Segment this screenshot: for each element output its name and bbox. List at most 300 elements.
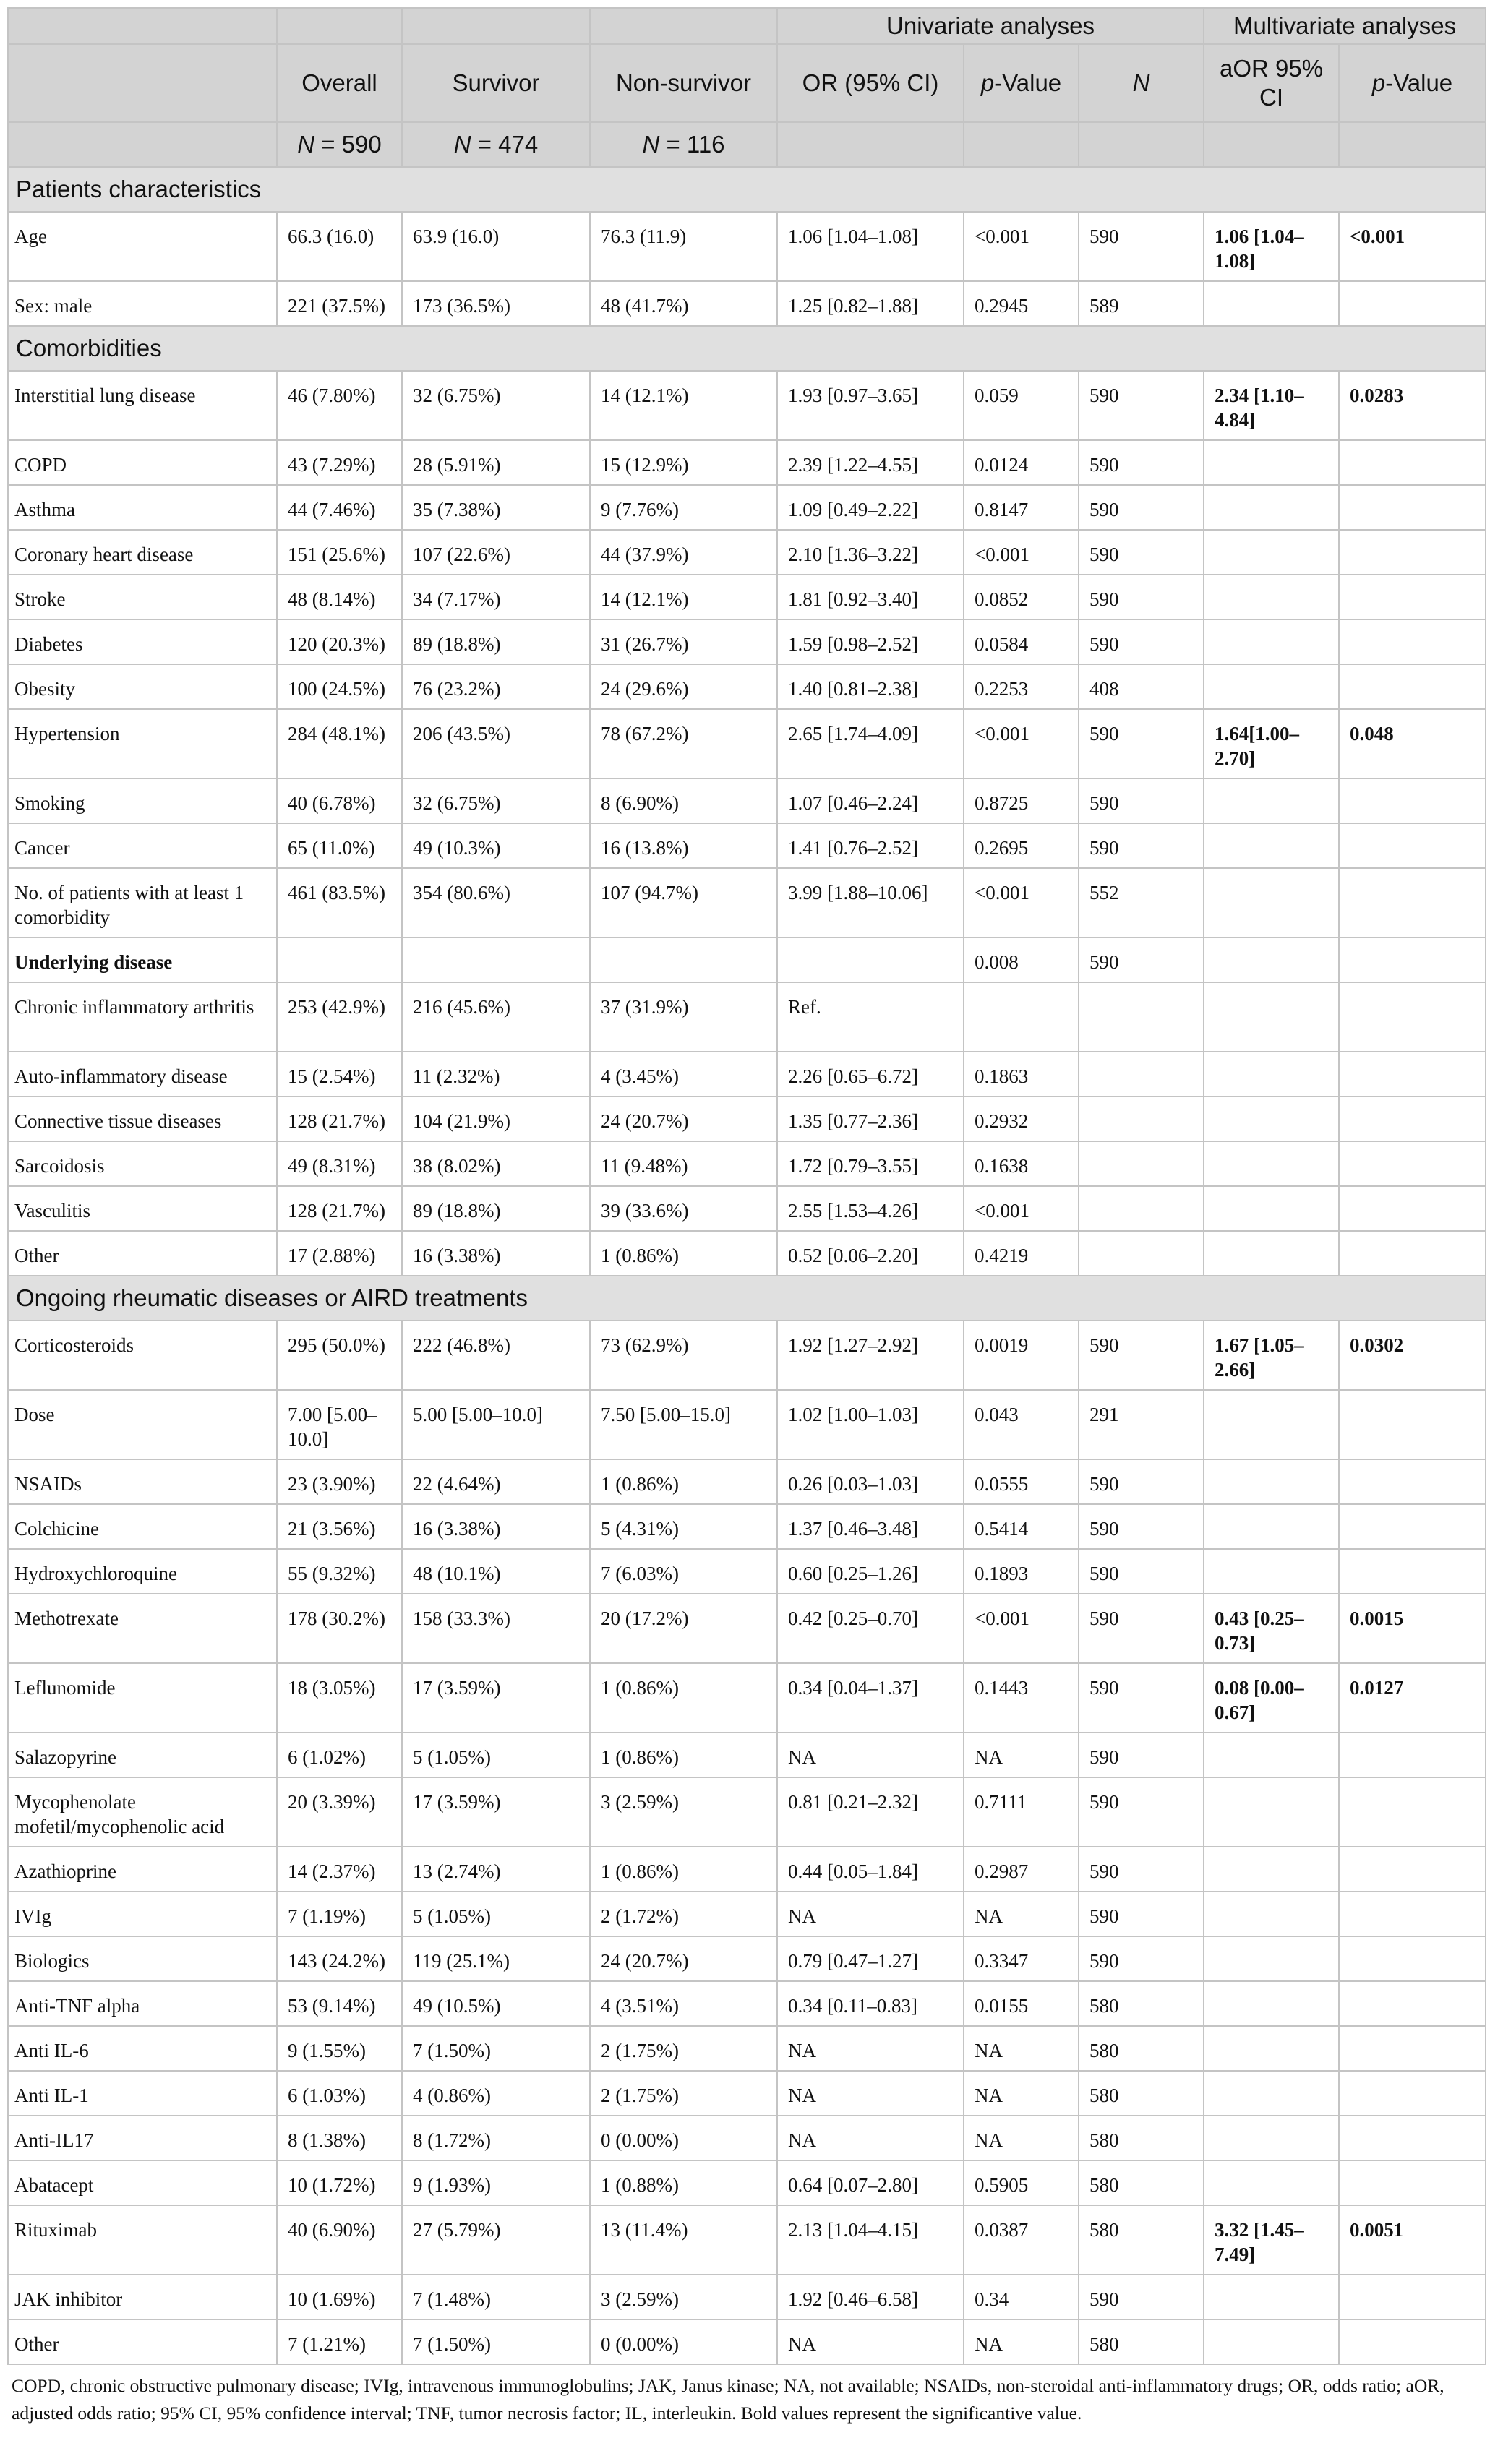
cell-or: 0.60 [0.25–1.26] [777,1549,964,1594]
cell-nonsurvivor: 1 (0.86%) [590,1847,777,1892]
cell-p: 0.5905 [964,2160,1079,2205]
cell-label: Sex: male [8,281,277,326]
cell-or: 2.26 [0.65–6.72] [777,1052,964,1096]
cell-p: 0.1638 [964,1141,1079,1186]
header-empty [277,8,402,44]
cell-n: 590 [1079,1321,1204,1390]
cell-nonsurvivor: 14 (12.1%) [590,371,777,440]
cell-nonsurvivor: 37 (31.9%) [590,982,777,1052]
cell-survivor: 17 (3.59%) [402,1777,590,1847]
cell-nonsurvivor: 1 (0.86%) [590,1231,777,1276]
cell-p: NA [964,2071,1079,2116]
cell-aor [1204,1892,1339,1936]
cell-survivor: 13 (2.74%) [402,1847,590,1892]
table-row [8,2026,1486,2071]
header-or: OR (95% CI) [777,44,964,122]
cell-or: NA [777,2319,964,2364]
cell-n: 590 [1079,485,1204,530]
cell-ap: <0.001 [1339,212,1486,281]
cell-survivor: 222 (46.8%) [402,1321,590,1390]
cell-nonsurvivor: 7 (6.03%) [590,1549,777,1594]
cell-ap [1339,982,1486,1052]
cell-n: 590 [1079,575,1204,619]
table-row [8,1141,1486,1186]
cell-survivor: 5 (1.05%) [402,1733,590,1777]
cell-label: Coronary heart disease [8,530,277,575]
cell-label: Sarcoidosis [8,1141,277,1186]
cell-ap [1339,1549,1486,1594]
cell-or: NA [777,2116,964,2160]
cell-n: 590 [1079,1549,1204,1594]
cell-n: 590 [1079,778,1204,823]
cell-ap [1339,530,1486,575]
header-empty [402,8,590,44]
cell-ap [1339,281,1486,326]
header-empty [8,44,277,122]
header-empty [777,122,964,167]
cell-n: 590 [1079,1936,1204,1981]
cell-p: 0.2253 [964,664,1079,709]
cell-survivor: 89 (18.8%) [402,1186,590,1231]
table-row [8,1231,1486,1276]
header-n-italic: N [1132,69,1150,96]
cell-overall: 55 (9.32%) [277,1549,402,1594]
cell-nonsurvivor: 73 (62.9%) [590,1321,777,1390]
table-row [8,371,1486,440]
cell-aor [1204,530,1339,575]
cell-overall: 151 (25.6%) [277,530,402,575]
cell-survivor: 32 (6.75%) [402,778,590,823]
cell-p: <0.001 [964,530,1079,575]
cell-overall: 128 (21.7%) [277,1096,402,1141]
table-row [8,485,1486,530]
cell-or: 1.02 [1.00–1.03] [777,1390,964,1459]
cell-nonsurvivor: 1 (0.88%) [590,2160,777,2205]
cell-nonsurvivor: 4 (3.45%) [590,1052,777,1096]
cell-overall: 295 (50.0%) [277,1321,402,1390]
cell-nonsurvivor: 2 (1.72%) [590,1892,777,1936]
cell-overall: 10 (1.69%) [277,2275,402,2319]
cell-p: <0.001 [964,1186,1079,1231]
cell-survivor: 34 (7.17%) [402,575,590,619]
cell-label: Dose [8,1390,277,1459]
table-row [8,281,1486,326]
cell-ap [1339,2026,1486,2071]
cell-or: 0.64 [0.07–2.80] [777,2160,964,2205]
cell-aor [1204,2160,1339,2205]
cell-label: Hypertension [8,709,277,778]
table-row [8,982,1486,1052]
table-footnote: COPD, chronic obstructive pulmonary disease; IVIg, intravenous immunoglobulins; JAK, Janus kinase; NA, not available; NSAIDs, non-steroidal anti-inflammatory drugs; OR, odds ratio; aOR, adjusted odds ratio; 95% CI, 95% confidence interval; TNF, tumor necrosis factor; IL, interleukin. Bold values represent the significantive value. [12,2375,1444,2424]
header-pvalue [964,44,1079,122]
cell-survivor: 48 (10.1%) [402,1549,590,1594]
cell-overall: 10 (1.72%) [277,2160,402,2205]
header-n-survivor-letter: N [453,131,471,158]
header-empty [1204,122,1339,167]
cell-overall: 40 (6.78%) [277,778,402,823]
cell-ap [1339,664,1486,709]
cell-nonsurvivor: 20 (17.2%) [590,1594,777,1663]
cell-survivor: 28 (5.91%) [402,440,590,485]
cell-overall: 17 (2.88%) [277,1231,402,1276]
cell-label: IVIg [8,1892,277,1936]
header-n-overall-value: = 590 [314,131,382,158]
cell-p: 0.2987 [964,1847,1079,1892]
cell-n: 590 [1079,530,1204,575]
cell-n [1079,1096,1204,1141]
cell-survivor: 206 (43.5%) [402,709,590,778]
cell-p: 0.1863 [964,1052,1079,1096]
header-overall: Overall [277,44,402,122]
cell-aor [1204,1231,1339,1276]
cell-n [1079,1141,1204,1186]
cell-survivor: 89 (18.8%) [402,619,590,664]
cell-n: 590 [1079,1892,1204,1936]
cell-p: 0.1893 [964,1549,1079,1594]
cell-ap [1339,1936,1486,1981]
cell-overall: 40 (6.90%) [277,2205,402,2275]
section-row [8,326,1486,371]
cell-label: Other [8,2319,277,2364]
cell-n: 590 [1079,1777,1204,1847]
cell-nonsurvivor: 1 (0.86%) [590,1663,777,1733]
cell-or: 0.81 [0.21–2.32] [777,1777,964,1847]
cell-survivor: 104 (21.9%) [402,1096,590,1141]
cell-aor: 1.06 [1.04–1.08] [1204,212,1339,281]
cell-or: 1.81 [0.92–3.40] [777,575,964,619]
cell-survivor: 158 (33.3%) [402,1594,590,1663]
cell-nonsurvivor: 2 (1.75%) [590,2071,777,2116]
cell-overall [277,937,402,982]
cell-aor: 1.64[1.00–2.70] [1204,709,1339,778]
cell-ap [1339,778,1486,823]
cell-aor [1204,1096,1339,1141]
cell-nonsurvivor: 16 (13.8%) [590,823,777,868]
cell-aor [1204,2116,1339,2160]
cell-p [964,982,1079,1052]
cell-nonsurvivor [590,937,777,982]
cell-ap [1339,2275,1486,2319]
cell-overall: 6 (1.03%) [277,2071,402,2116]
cell-aor [1204,2275,1339,2319]
cell-nonsurvivor: 5 (4.31%) [590,1504,777,1549]
cell-or: 1.41 [0.76–2.52] [777,823,964,868]
cell-n: 589 [1079,281,1204,326]
cell-or: 1.72 [0.79–3.55] [777,1141,964,1186]
header-n-overall-letter: N [297,131,315,158]
cell-ap [1339,2071,1486,2116]
cell-n: 580 [1079,2071,1204,2116]
cell-aor [1204,1936,1339,1981]
table-row [8,440,1486,485]
cell-aor [1204,868,1339,937]
cell-label: Cancer [8,823,277,868]
header-adjusted-pvalue-rest: -Value [1385,69,1453,96]
cell-survivor: 11 (2.32%) [402,1052,590,1096]
cell-label: Colchicine [8,1504,277,1549]
cell-n: 590 [1079,619,1204,664]
table-row [8,1052,1486,1096]
cell-overall: 120 (20.3%) [277,619,402,664]
cell-n [1079,1052,1204,1096]
cell-overall: 15 (2.54%) [277,1052,402,1096]
table-row [8,575,1486,619]
cell-label: Methotrexate [8,1594,277,1663]
cell-ap [1339,1733,1486,1777]
cell-ap [1339,2160,1486,2205]
cell-or: NA [777,2026,964,2071]
header-empty [1339,122,1486,167]
cell-overall: 53 (9.14%) [277,1981,402,2026]
cell-nonsurvivor: 15 (12.9%) [590,440,777,485]
cell-label: Diabetes [8,619,277,664]
cell-overall: 128 (21.7%) [277,1186,402,1231]
section-title: Patients characteristics [8,167,1486,212]
cell-overall: 44 (7.46%) [277,485,402,530]
cell-p: 0.2695 [964,823,1079,868]
table-row [8,1777,1486,1847]
cell-overall: 7.00 [5.00–10.0] [277,1390,402,1459]
cell-overall: 43 (7.29%) [277,440,402,485]
cell-ap [1339,1892,1486,1936]
cell-n: 590 [1079,440,1204,485]
header-empty [590,8,777,44]
cell-label: Age [8,212,277,281]
cell-p: 0.0155 [964,1981,1079,2026]
cell-label: Azathioprine [8,1847,277,1892]
cell-ap [1339,1186,1486,1231]
cell-survivor: 35 (7.38%) [402,485,590,530]
cell-label: Anti IL-1 [8,2071,277,2116]
table-row [8,1321,1486,1390]
cell-aor [1204,1141,1339,1186]
header-n-overall [277,122,402,167]
cell-survivor: 5 (1.05%) [402,1892,590,1936]
cell-overall: 6 (1.02%) [277,1733,402,1777]
table-row [8,1390,1486,1459]
cell-nonsurvivor: 24 (29.6%) [590,664,777,709]
cell-p: 0.5414 [964,1504,1079,1549]
cell-aor: 1.67 [1.05–2.66] [1204,1321,1339,1390]
cell-nonsurvivor: 1 (0.86%) [590,1733,777,1777]
cell-ap [1339,440,1486,485]
cell-label: Other [8,1231,277,1276]
cell-survivor: 32 (6.75%) [402,371,590,440]
cell-aor: 0.08 [0.00–0.67] [1204,1663,1339,1733]
header-empty [8,122,277,167]
section-title: Ongoing rheumatic diseases or AIRD treatments [8,1276,1486,1321]
cell-survivor: 22 (4.64%) [402,1459,590,1504]
cell-p: 0.008 [964,937,1079,982]
cell-p: 0.8147 [964,485,1079,530]
cell-n: 580 [1079,2116,1204,2160]
cell-or: 0.26 [0.03–1.03] [777,1459,964,1504]
table-row [8,1549,1486,1594]
cell-aor [1204,619,1339,664]
cell-p: 0.7111 [964,1777,1079,1847]
cell-nonsurvivor: 1 (0.86%) [590,1459,777,1504]
cell-aor [1204,2071,1339,2116]
cell-p: NA [964,2026,1079,2071]
header-empty [964,122,1079,167]
section-title: Comorbidities [8,326,1486,371]
cell-p: NA [964,1733,1079,1777]
cell-overall: 14 (2.37%) [277,1847,402,1892]
cell-label: Mycophenolate mofetil/mycophenolic acid [8,1777,277,1847]
cell-ap: 0.0015 [1339,1594,1486,1663]
cell-nonsurvivor: 44 (37.9%) [590,530,777,575]
cell-nonsurvivor: 76.3 (11.9) [590,212,777,281]
cell-p: 0.3347 [964,1936,1079,1981]
cell-aor [1204,281,1339,326]
table-row [8,1459,1486,1504]
cell-nonsurvivor: 11 (9.48%) [590,1141,777,1186]
cell-or: 1.92 [1.27–2.92] [777,1321,964,1390]
cell-or: 1.59 [0.98–2.52] [777,619,964,664]
cell-label: Anti-TNF alpha [8,1981,277,2026]
cell-p: 0.4219 [964,1231,1079,1276]
cell-ap: 0.0302 [1339,1321,1486,1390]
cell-aor [1204,1504,1339,1549]
cell-label: Salazopyrine [8,1733,277,1777]
cell-survivor: 7 (1.50%) [402,2319,590,2364]
cell-n: 590 [1079,2275,1204,2319]
header-n-nonsurvivor-value: = 116 [659,131,725,158]
cell-ap: 0.048 [1339,709,1486,778]
table-row [8,2116,1486,2160]
cell-nonsurvivor: 3 (2.59%) [590,1777,777,1847]
cell-label: Asthma [8,485,277,530]
cell-p: <0.001 [964,868,1079,937]
table-row [8,1892,1486,1936]
cell-n: 580 [1079,2205,1204,2275]
cell-n: 590 [1079,709,1204,778]
cell-n: 590 [1079,823,1204,868]
cell-overall: 178 (30.2%) [277,1594,402,1663]
cell-n: 590 [1079,1663,1204,1733]
cell-n: 590 [1079,937,1204,982]
cell-label: Hydroxychloroquine [8,1549,277,1594]
table-row [8,1847,1486,1892]
cell-survivor: 17 (3.59%) [402,1663,590,1733]
table-row [8,2319,1486,2364]
cell-aor [1204,778,1339,823]
cell-overall: 66.3 (16.0) [277,212,402,281]
cell-overall: 18 (3.05%) [277,1663,402,1733]
cell-or: 2.39 [1.22–4.55] [777,440,964,485]
cell-survivor: 76 (23.2%) [402,664,590,709]
header-n-survivor [402,122,590,167]
header-univariate: Univariate analyses [777,8,1204,44]
cell-overall: 20 (3.39%) [277,1777,402,1847]
cell-aor [1204,982,1339,1052]
cell-survivor: 7 (1.50%) [402,2026,590,2071]
cell-p: 0.0584 [964,619,1079,664]
header-empty [8,8,277,44]
cell-aor: 2.34 [1.10–4.84] [1204,371,1339,440]
table-page [7,7,1485,2427]
cell-nonsurvivor: 78 (67.2%) [590,709,777,778]
table-row [8,2275,1486,2319]
table-row [8,2160,1486,2205]
cell-label: Corticosteroids [8,1321,277,1390]
table-row [8,1594,1486,1663]
cell-p: 0.0124 [964,440,1079,485]
table-row [8,664,1486,709]
cell-label: Smoking [8,778,277,823]
cell-survivor: 49 (10.3%) [402,823,590,868]
table-row [8,778,1486,823]
table-row [8,1186,1486,1231]
cell-overall: 23 (3.90%) [277,1459,402,1504]
cell-label: Obesity [8,664,277,709]
cell-ap: 0.0283 [1339,371,1486,440]
cell-label: Biologics [8,1936,277,1981]
cell-aor [1204,1390,1339,1459]
cell-n: 580 [1079,1981,1204,2026]
table-row [8,709,1486,778]
cell-overall: 143 (24.2%) [277,1936,402,1981]
cell-label: Connective tissue diseases [8,1096,277,1141]
cell-or: 1.25 [0.82–1.88] [777,281,964,326]
cell-or [777,937,964,982]
cell-p: 0.0019 [964,1321,1079,1390]
cell-or: 1.09 [0.49–2.22] [777,485,964,530]
cell-or: 1.07 [0.46–2.24] [777,778,964,823]
cell-or: NA [777,2071,964,2116]
cell-aor [1204,1052,1339,1096]
cell-survivor: 5.00 [5.00–10.0] [402,1390,590,1459]
cell-n: 552 [1079,868,1204,937]
cell-p: 0.34 [964,2275,1079,2319]
cell-label: Vasculitis [8,1186,277,1231]
cell-nonsurvivor: 0 (0.00%) [590,2116,777,2160]
cell-p: 0.059 [964,371,1079,440]
cell-label: Anti-IL17 [8,2116,277,2160]
cell-n: 590 [1079,212,1204,281]
cell-p: <0.001 [964,212,1079,281]
cell-aor [1204,1981,1339,2026]
cell-overall: 253 (42.9%) [277,982,402,1052]
cell-aor [1204,1459,1339,1504]
cell-nonsurvivor: 107 (94.7%) [590,868,777,937]
cell-survivor: 16 (3.38%) [402,1231,590,1276]
cell-nonsurvivor: 31 (26.7%) [590,619,777,664]
cell-p: <0.001 [964,709,1079,778]
cell-p: NA [964,1892,1079,1936]
cell-survivor: 107 (22.6%) [402,530,590,575]
cell-nonsurvivor: 4 (3.51%) [590,1981,777,2026]
table-row [8,1936,1486,1981]
cell-aor [1204,1847,1339,1892]
header-multivariate: Multivariate analyses [1204,8,1486,44]
cell-n: 590 [1079,371,1204,440]
cell-or: 0.52 [0.06–2.20] [777,1231,964,1276]
cell-p: NA [964,2116,1079,2160]
header-pvalue-rest: -Value [994,69,1062,96]
cell-ap [1339,1052,1486,1096]
cell-n [1079,1186,1204,1231]
cell-overall: 7 (1.21%) [277,2319,402,2364]
cell-ap [1339,2116,1486,2160]
cell-aor [1204,664,1339,709]
cell-aor [1204,1549,1339,1594]
cell-aor [1204,440,1339,485]
header-n-nonsurvivor [590,122,777,167]
cell-survivor: 27 (5.79%) [402,2205,590,2275]
cell-aor [1204,1777,1339,1847]
cell-label: Underlying disease [8,937,277,982]
